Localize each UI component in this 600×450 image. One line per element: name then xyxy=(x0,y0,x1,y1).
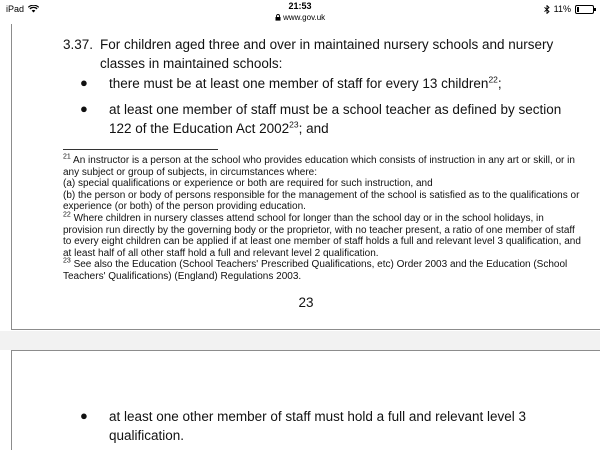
footnote-ref[interactable]: 22 xyxy=(488,74,498,85)
page-gap xyxy=(0,331,600,350)
footnote-number: 22 xyxy=(63,211,71,219)
status-bar xyxy=(0,0,600,24)
bullet-icon: ● xyxy=(80,408,88,423)
footnote-text: Where children in nursery classes attend school for longer than the school day or in the school holidays, in provision run directly by the governing body or the proprietor, with no teacher present, a ratio of one member of staff to every eight children can be applied if at least one member of staff holds a full and relevant level 3 qualification, and at least half of all other staff hold a full and relevant level 2 qualification. xyxy=(63,212,581,259)
url-text: www.gov.uk xyxy=(283,13,326,22)
document-page xyxy=(11,24,600,330)
bullet-icon: ● xyxy=(80,75,88,90)
bullet-icon: ● xyxy=(80,101,88,116)
footnotes xyxy=(63,155,583,283)
footnote-21-b: (b) the person or body of persons responsible for the management of the school is satisfied as to the qualifications or experience (or both) of the person providing education. xyxy=(63,189,580,213)
footnote-divider xyxy=(63,149,218,150)
list-item-text: at least one member of staff must be a school teacher as defined by section 122 of the Education Act 2002 xyxy=(109,102,562,136)
list-item xyxy=(109,100,579,138)
list-item-text: there must be at least one member of staff for every 13 children xyxy=(109,76,489,91)
battery-fill xyxy=(577,7,579,12)
address-bar[interactable] xyxy=(0,12,600,23)
footnote-21 xyxy=(63,155,583,178)
device-label: iPad xyxy=(6,4,25,14)
list-item-text: at least one other member of staff must hold a full and relevant level 3 qualification. xyxy=(109,409,526,443)
list-item-tail: ; xyxy=(497,76,502,91)
footnote-22 xyxy=(63,213,583,259)
clause-number: 3.37. xyxy=(63,37,94,52)
list-item-tail: ; and xyxy=(298,121,329,136)
clause-text: For children aged three and over in maintained nursery schools and nursery classes in maintained schools: xyxy=(100,37,554,71)
bluetooth-icon xyxy=(544,5,550,14)
battery-percent: 11% xyxy=(553,4,571,14)
battery-icon xyxy=(575,5,594,14)
clock: 21:53 xyxy=(288,1,312,11)
page-number: 23 xyxy=(298,295,314,310)
footnote-21-a: (a) special qualifications or experience or both are required for such instruction, and xyxy=(63,178,433,190)
status-right xyxy=(544,4,594,14)
footnote-text: An instructor is a person at the school who provides education which consists of instruction in any art or skill, or in any subject or group of subjects, in circumstances where: xyxy=(63,155,575,178)
list-item xyxy=(109,407,579,445)
footnote-number: 23 xyxy=(63,258,71,266)
footnote-number: 21 xyxy=(63,153,71,161)
lock-icon xyxy=(275,14,281,21)
status-center xyxy=(0,1,600,23)
list-item xyxy=(109,74,579,93)
footnote-ref[interactable]: 23 xyxy=(289,119,299,130)
document-page-next xyxy=(11,350,600,450)
footnote-text: See also the Education (School Teachers' Prescribed Qualifications, etc) Order 2003 and the Education (School Teachers' Qualifications) (England) Regulations 2003. xyxy=(63,259,568,282)
footnote-23 xyxy=(63,259,583,282)
